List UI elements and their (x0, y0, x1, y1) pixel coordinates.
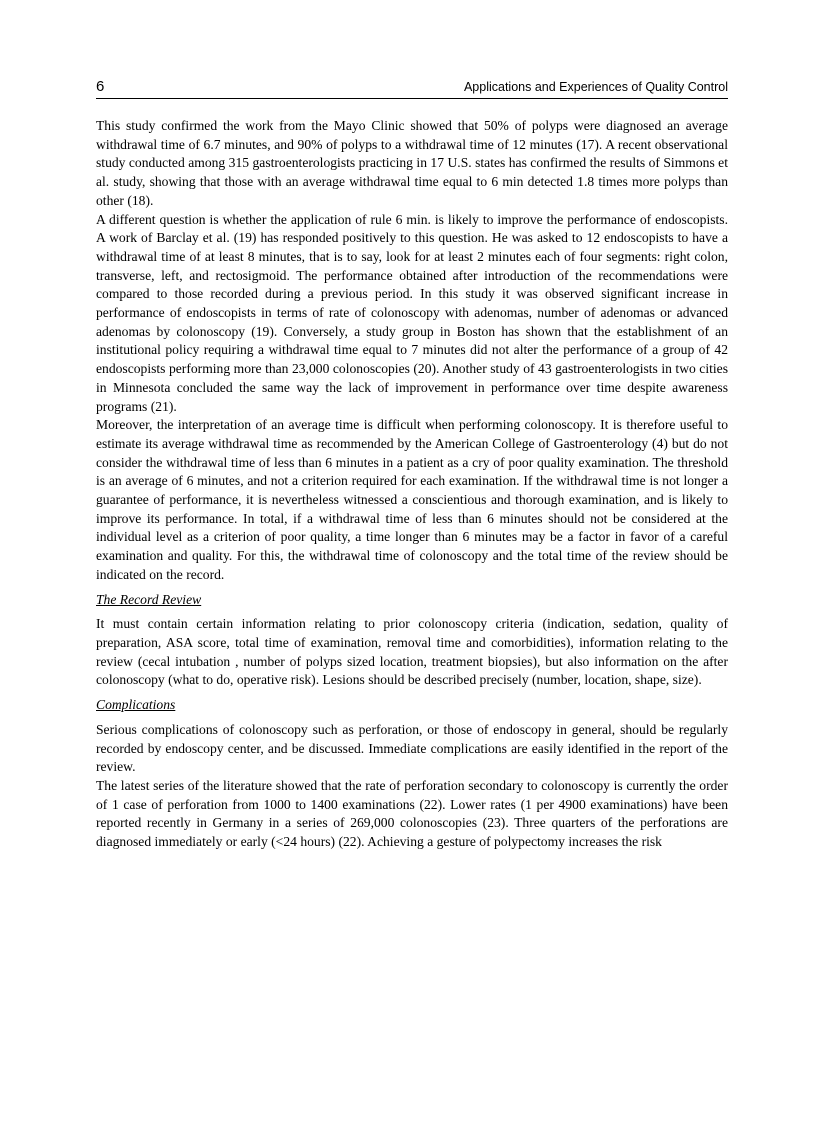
document-page (96, 78, 728, 852)
page-number: 6 (96, 78, 105, 95)
section-heading-complications: Complications (96, 697, 176, 713)
paragraph-mayo-clinic: This study confirmed the work from the Mayo Clinic showed that 50% of polyps were diagnosed an average withdrawal time of 6.7 minutes, and 90% of polyps to a withdrawal time of 12 minutes (17). A recent observational study conducted among 315 gastroenterologists practicing in 17 U.S. states has confirmed the results of Simmons et al. study, showing that those with an average withdrawal time equal to 6 min detected 1.8 times more polyps than other (18). (96, 118, 728, 208)
paragraph-rule-6-min: A different question is whether the application of rule 6 min. is likely to improve the performance of endoscopists. A work of Barclay et al. (19) has responded positively to this question. He was asked to 12 endoscopists to have a withdrawal time of at least 8 minutes, that is to say, look for at least 2 minutes each of four segments: right colon, transverse, left, and rectosigmoid. The performance obtained after introduction of the recommendations were compared to those recorded during a previous period. In this study it was observed significant increase in performance of endoscopists in terms of rate of colonoscopy with adenomas, number of adenomas or advanced adenomas by colonoscopy (19). Conversely, a study group in Boston has shown that the establishment of an institutional policy requiring a withdrawal time equal to 7 minutes did not alter the performance of a group of 42 endoscopists performing more than 23,000 colonoscopies (20). Another study of 43 gastroenterologists in two cities in Minnesota concluded the same way the lack of improvement in performance over time despite awareness programs (21). (96, 211, 728, 414)
body-text (96, 117, 728, 852)
paragraph-complications-recording: Serious complications of colonoscopy such as perforation, or those of endoscopy in general, should be regularly recorded by endoscopy center, and be discussed. Immediate complications are easily identified in the report of the review. (96, 721, 728, 775)
paragraph-record-review: It must contain certain information relating to prior colonoscopy criteria (indication, sedation, quality of preparation, ASA score, total time of examination, removal time and comorbidities), information relating to the review (cecal intubation , number of polyps sized location, treatment biopsies), but also information on the after colonoscopy (what to do, operative risk). Lesions should be described precisely (number, location, shape, size). (96, 616, 728, 688)
paragraph-average-time: Moreover, the interpretation of an average time is difficult when performing colonoscopy. It is therefore useful to estimate its average withdrawal time as recommended by the American College of Gastroenterology (4) but do not consider the withdrawal time of less than 6 minutes in a patient as a cry of poor quality examination. The threshold is an average of 6 minutes, and not a criterion required for each examination. If the withdrawal time is not longer a guarantee of performance, it is nevertheless witnessed a conscientious and thorough examination, and is likely to improve its performance. In total, if a withdrawal time of less than 6 minutes should not be considered at the individual level as a criterion of poor quality, a time longer than 6 minutes may be a factor in favor of a careful examination and quality. For this, the withdrawal time of colonoscopy and the total time of the review should be indicated on the record. (96, 417, 728, 582)
running-title: Applications and Experiences of Quality Control (463, 80, 728, 94)
running-header (96, 78, 728, 99)
section-heading-record-review: The Record Review (96, 591, 202, 607)
paragraph-perforation-rates: The latest series of the literature showed that the rate of perforation secondary to colonoscopy is currently the order of 1 case of perforation from 1000 to 1400 examinations (22). Lower rates (1 per 4900 examinations) have been reported recently in Germany in a series of 269,000 colonoscopies (23). Three quarters of the perforations are diagnosed immediately or early (<24 hours) (22). Achieving a gesture of polypectomy increases the risk (96, 777, 728, 850)
